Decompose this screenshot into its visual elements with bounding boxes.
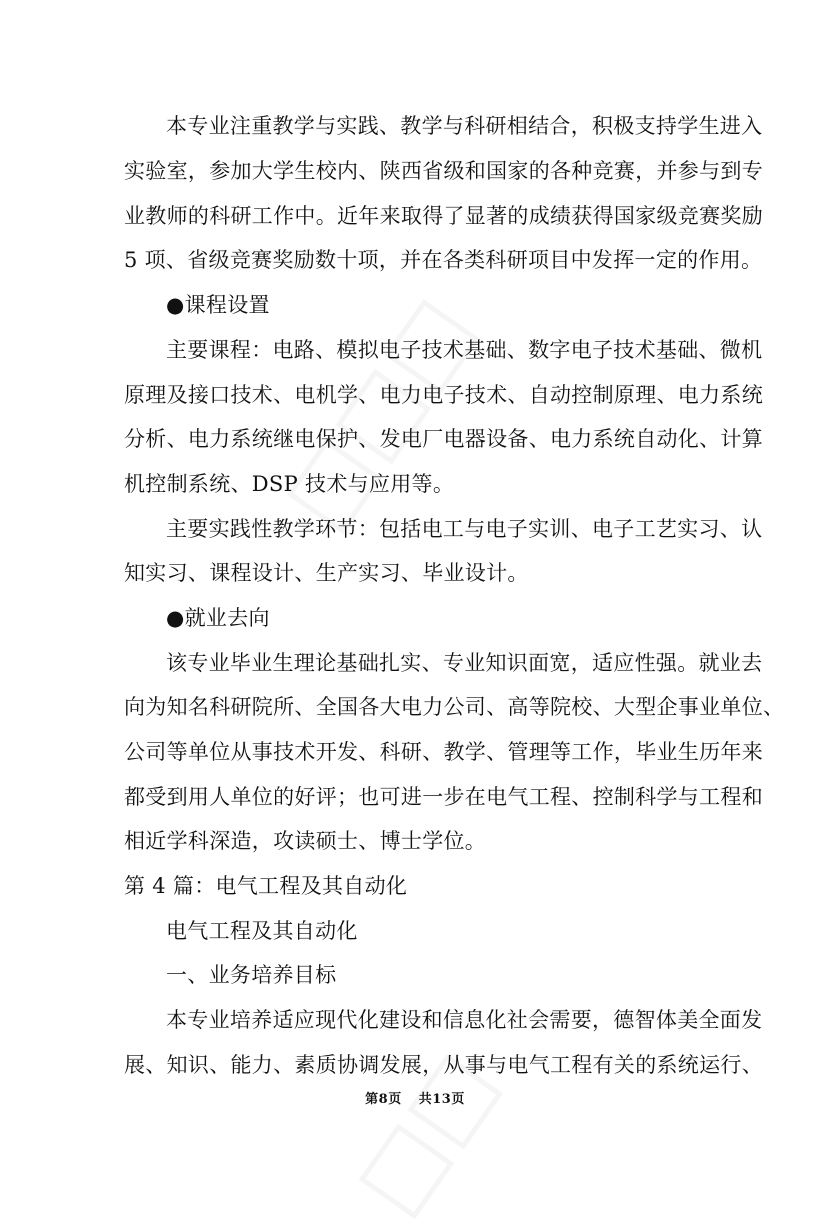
- paragraph-line: 公司等单位从事技术开发、科研、教学、管理等工作，毕业生历年来: [124, 740, 763, 764]
- paragraph-line: 本专业培养适应现代化建设和信息化社会需要，德智体美全面发: [166, 1008, 763, 1032]
- paragraph-line: 主要课程：电路、模拟电子技术基础、数字电子技术基础、微机: [166, 338, 763, 362]
- paragraph-line: 业教师的科研工作中。近年来取得了显著的成绩获得国家级竞赛奖励: [124, 204, 763, 228]
- section-heading: ●课程设置: [166, 293, 270, 317]
- paragraph-line: 5 项、省级竞赛奖励数十项，并在各类科研项目中发挥一定的作用。: [124, 248, 763, 272]
- paragraph-line: 向为知名科研院所、全国各大电力公司、高等院校、大型企事业单位、: [124, 695, 785, 719]
- paragraph-line: 都受到用人单位的好评；也可进一步在电气工程、控制科学与工程和: [124, 785, 763, 809]
- section-heading: 一、业务培养目标: [166, 963, 337, 987]
- paragraph-line: 分析、电力系统继电保护、发电厂电器设备、电力系统自动化、计算: [124, 427, 763, 451]
- paragraph-line: 该专业毕业生理论基础扎实、专业知识面宽，适应性强。就业去: [166, 651, 763, 675]
- page-footer: [0, 1088, 830, 1107]
- paragraph-line: 主要实践性教学环节：包括电工与电子实训、电子工艺实习、认: [166, 517, 763, 541]
- paragraph-line: 机控制系统、DSP 技术与应用等。: [124, 472, 455, 496]
- paragraph-line: 相近学科深造，攻读硕士、博士学位。: [124, 829, 487, 853]
- paragraph-line: 知实习、课程设计、生产实习、毕业设计。: [124, 561, 529, 585]
- page-total: 共13页: [418, 1092, 465, 1107]
- page-number: 第8页: [365, 1092, 402, 1107]
- subtitle: 电气工程及其自动化: [166, 919, 358, 943]
- paragraph-line: 原理及接口技术、电机学、电力电子技术、自动控制原理、电力系统: [124, 383, 763, 407]
- paragraph-line: 实验室，参加大学生校内、陕西省级和国家的各种竞赛，并参与到专: [124, 159, 763, 183]
- chapter-title: 第 4 篇：电气工程及其自动化: [124, 874, 408, 898]
- section-heading: ●就业去向: [166, 606, 270, 630]
- paragraph-line: 展、知识、能力、素质协调发展，从事与电气工程有关的系统运行、: [124, 1053, 763, 1077]
- paragraph-line: 本专业注重教学与实践、教学与科研相结合，积极支持学生进入: [166, 114, 763, 138]
